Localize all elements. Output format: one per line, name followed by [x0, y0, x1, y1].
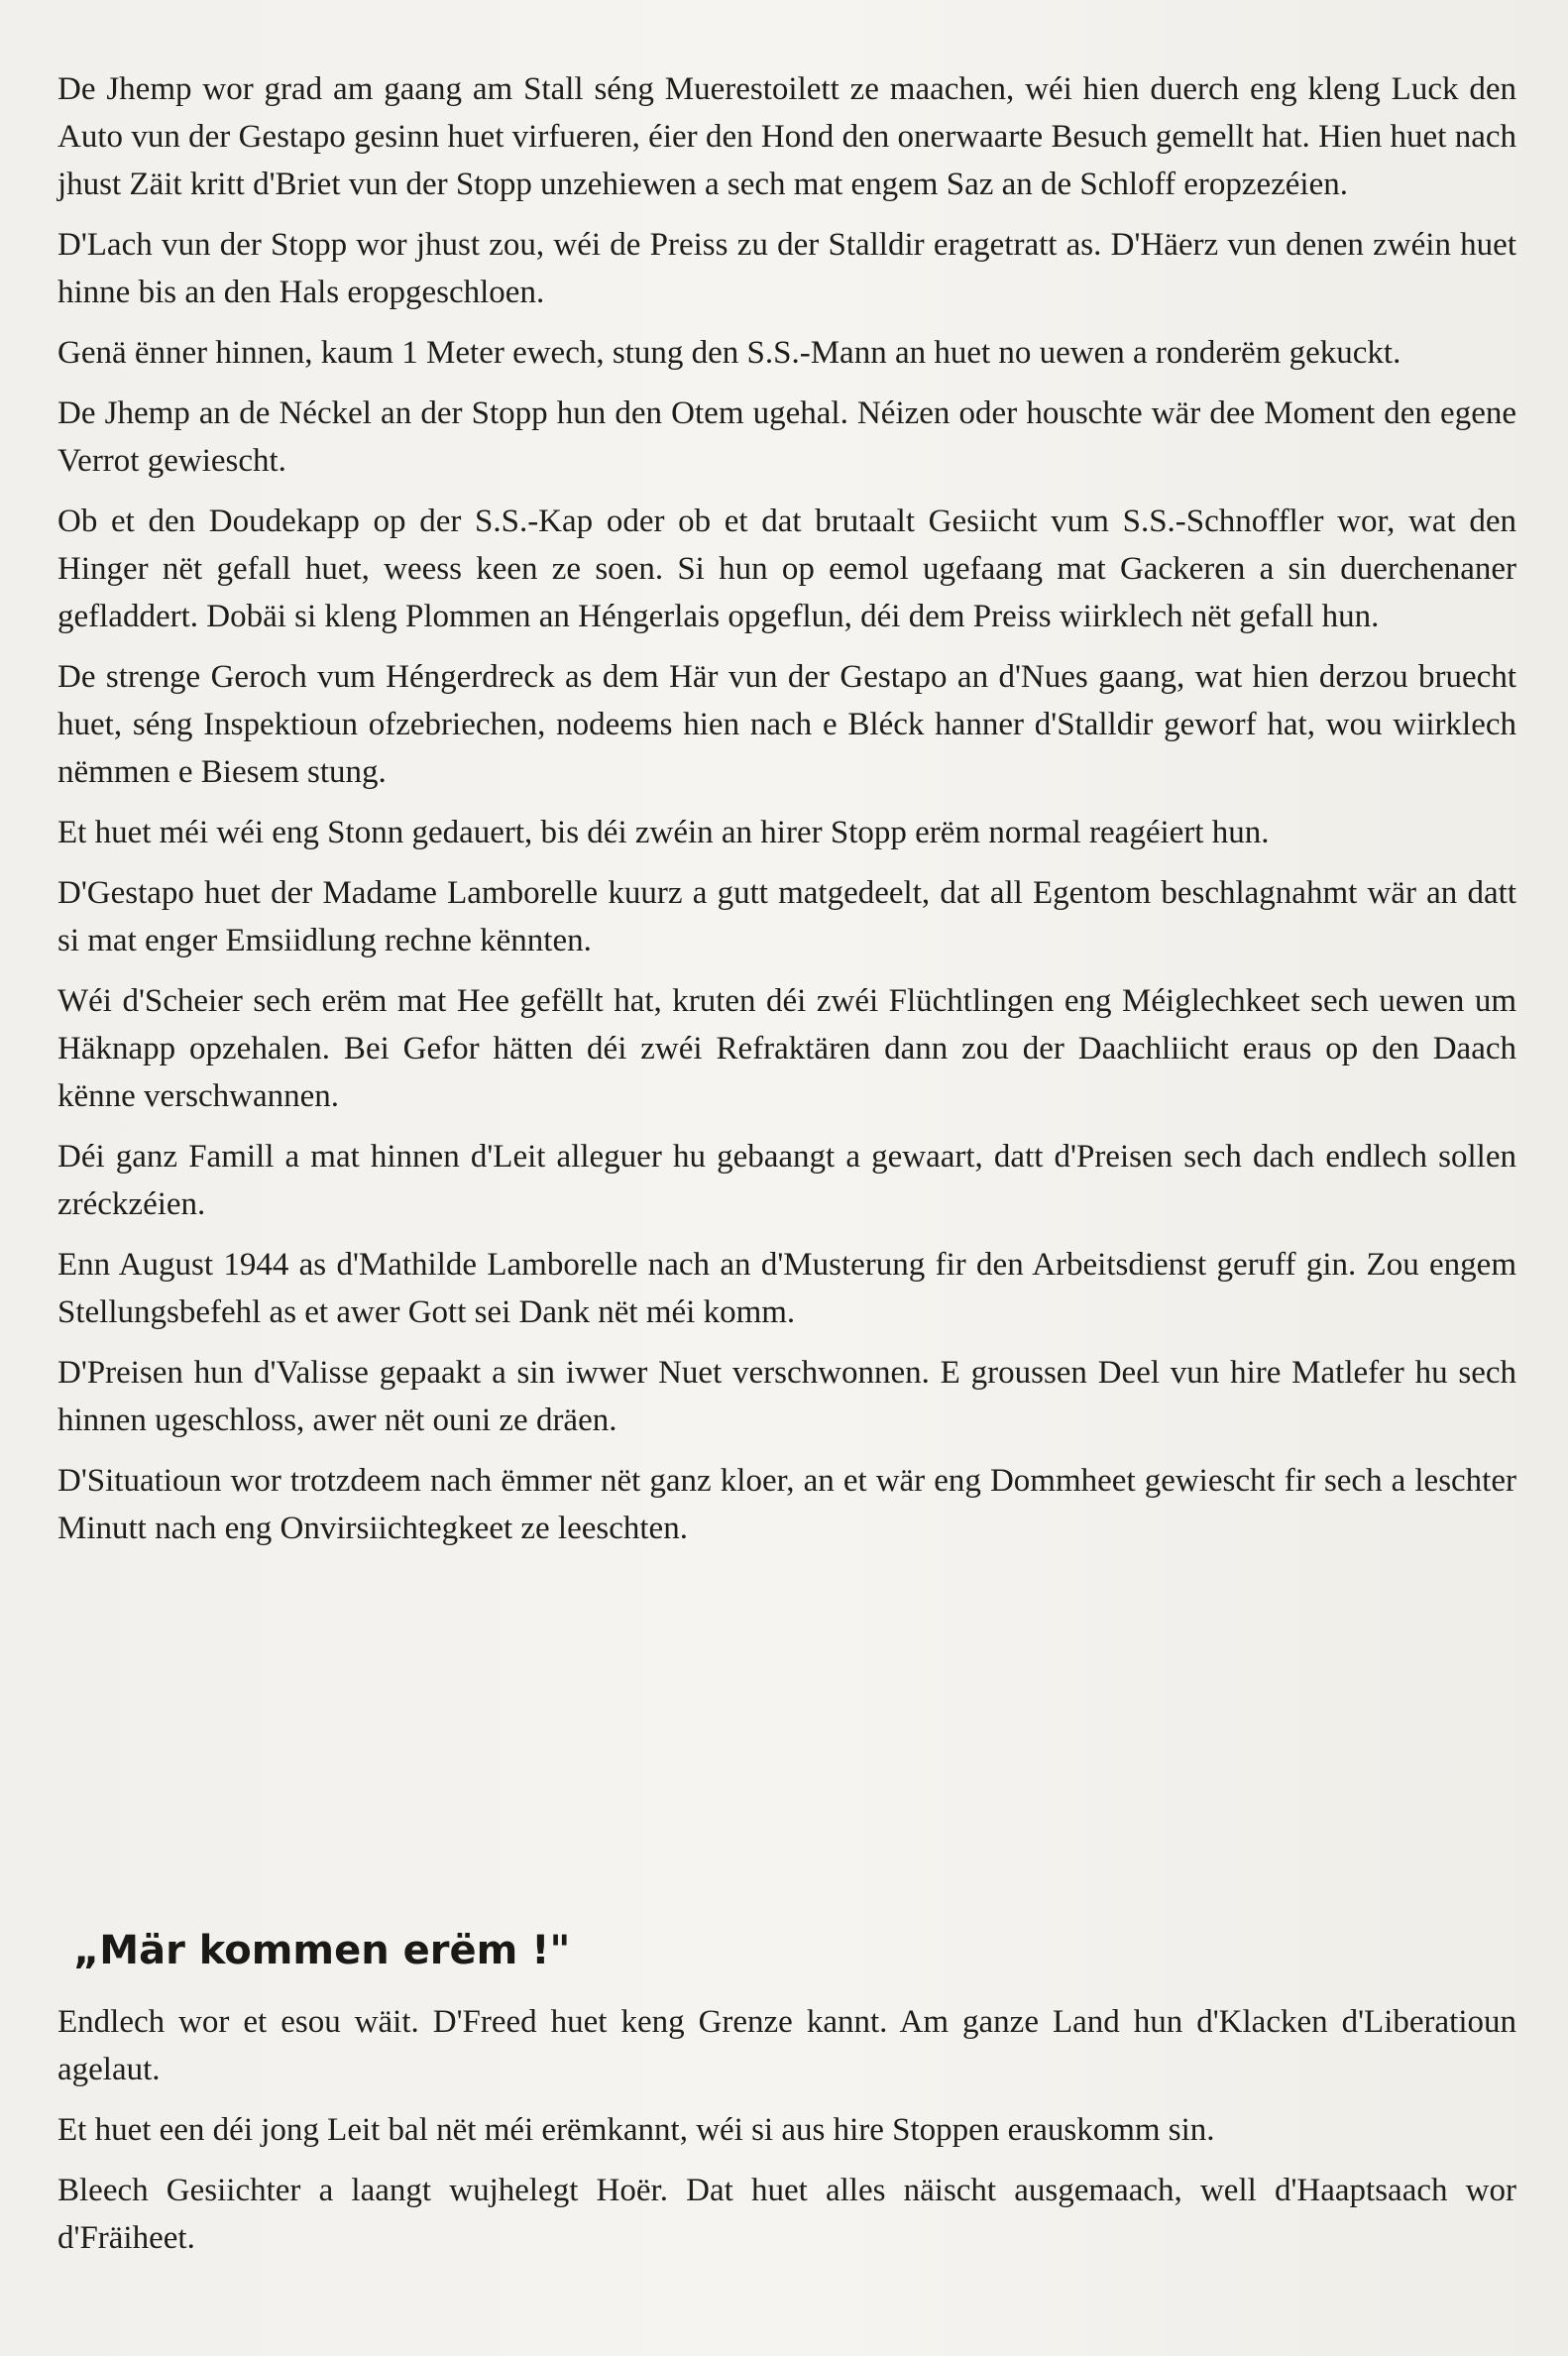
- paragraph: D'Gestapo huet der Madame Lamborelle kuurz a gutt matgedeelt, dat all Egentom beschlagnahmt wär an datt si mat enger Emsiidlung rechne kënnten.: [57, 875, 1516, 958]
- main-text: [57, 65, 1516, 1565]
- paragraph: De Jhemp an de Néckel an der Stopp hun den Otem ugehal. Néizen oder houschte wär dee Moment den egene Verrot gewiescht.: [57, 395, 1516, 479]
- paragraph: D'Situatioun wor trotzdeem nach ëmmer nët ganz kloer, an et wär eng Dommheet gewiescht fir sech a leschter Minutt nach eng Onvirsiichtegkeet ze leeschten.: [57, 1463, 1516, 1546]
- paragraph: De strenge Geroch vum Héngerdreck as dem Här vun der Gestapo an d'Nues gaang, wat hien derzou bruecht huet, séng Inspektioun ofzebriechen, nodeems hien nach e Bléck hanner d'Stalldir geworf hat, wou wiirklech nëmmen e Biesem stung.: [57, 659, 1516, 790]
- paragraph: D'Preisen hun d'Valisse gepaakt a sin iwwer Nuet verschwonnen. E groussen Deel vun hire Matlefer hu sech hinnen ugeschloss, awer nët ouni ze dräen.: [57, 1355, 1516, 1438]
- paragraph: Ob et den Doudekapp op der S.S.-Kap oder ob et dat brutaalt Gesiicht vum S.S.-Schnoffler wor, wat den Hinger nët gefall huet, weess keen ze soen. Si hun op eemol ugefaang mat Gackeren a sin duerchenaner gefladdert. Dobäi si kleng Plommen an Héngerlais opgeflun, déi dem Preiss wiirklech nët gefall hun.: [57, 504, 1516, 634]
- section-text: [57, 1998, 1516, 2275]
- paragraph: D'Lach vun der Stopp wor jhust zou, wéi de Preiss zu der Stalldir eragetratt as. D'Häerz vun denen zwéin huet hinne bis an den Hals eropgeschloen.: [57, 227, 1516, 310]
- section-heading: „Mär kommen erëm !": [73, 1928, 571, 1973]
- paragraph: Bleech Gesiichter a laangt wujhelegt Hoër. Dat huet alles näischt ausgemaach, well d'Haaptsaach wor d'Fräiheet.: [57, 2173, 1516, 2256]
- paragraph: Endlech wor et esou wäit. D'Freed huet keng Grenze kannt. Am ganze Land hun d'Klacken d'Liberatioun agelaut.: [57, 2004, 1516, 2087]
- paragraph: Déi ganz Famill a mat hinnen d'Leit alleguer hu gebaangt a gewaart, datt d'Preisen sech dach endlech sollen zréckzéien.: [57, 1139, 1516, 1222]
- paragraph: Et huet een déi jong Leit bal nët méi erëmkannt, wéi si aus hire Stoppen erauskomm sin.: [57, 2112, 1215, 2148]
- paragraph: De Jhemp wor grad am gaang am Stall séng Muerestoilett ze maachen, wéi hien duerch eng kleng Luck den Auto vun der Gestapo gesinn huet virfueren, éier den Hond den onerwaarte Besuch gemellt hat. Hien huet nach jhust Zäit kritt d'Briet vun der Stopp unzehiewen a sech mat engem Saz an de Schloff eropzezéien.: [57, 71, 1516, 202]
- paragraph: Et huet méi wéi eng Stonn gedauert, bis déi zwéin an hirer Stopp erëm normal reagéiert hun.: [57, 815, 1270, 850]
- paragraph: Enn August 1944 as d'Mathilde Lamborelle nach an d'Musterung fir den Arbeitsdienst geruff gin. Zou engem Stellungsbefehl as et awer Gott sei Dank nët méi komm.: [57, 1247, 1516, 1330]
- paragraph: Wéi d'Scheier sech erëm mat Hee gefëllt hat, kruten déi zwéi Flüchtlingen eng Méiglechkeet sech uewen um Häknapp opzehalen. Bei Gefor hätten déi zwéi Refraktären dann zou der Daachliicht eraus op den Daach kënne verschwannen.: [57, 983, 1516, 1114]
- paragraph: Genä ënner hinnen, kaum 1 Meter ewech, stung den S.S.-Mann an huet no uewen a ronderëm gekuckt.: [57, 335, 1401, 371]
